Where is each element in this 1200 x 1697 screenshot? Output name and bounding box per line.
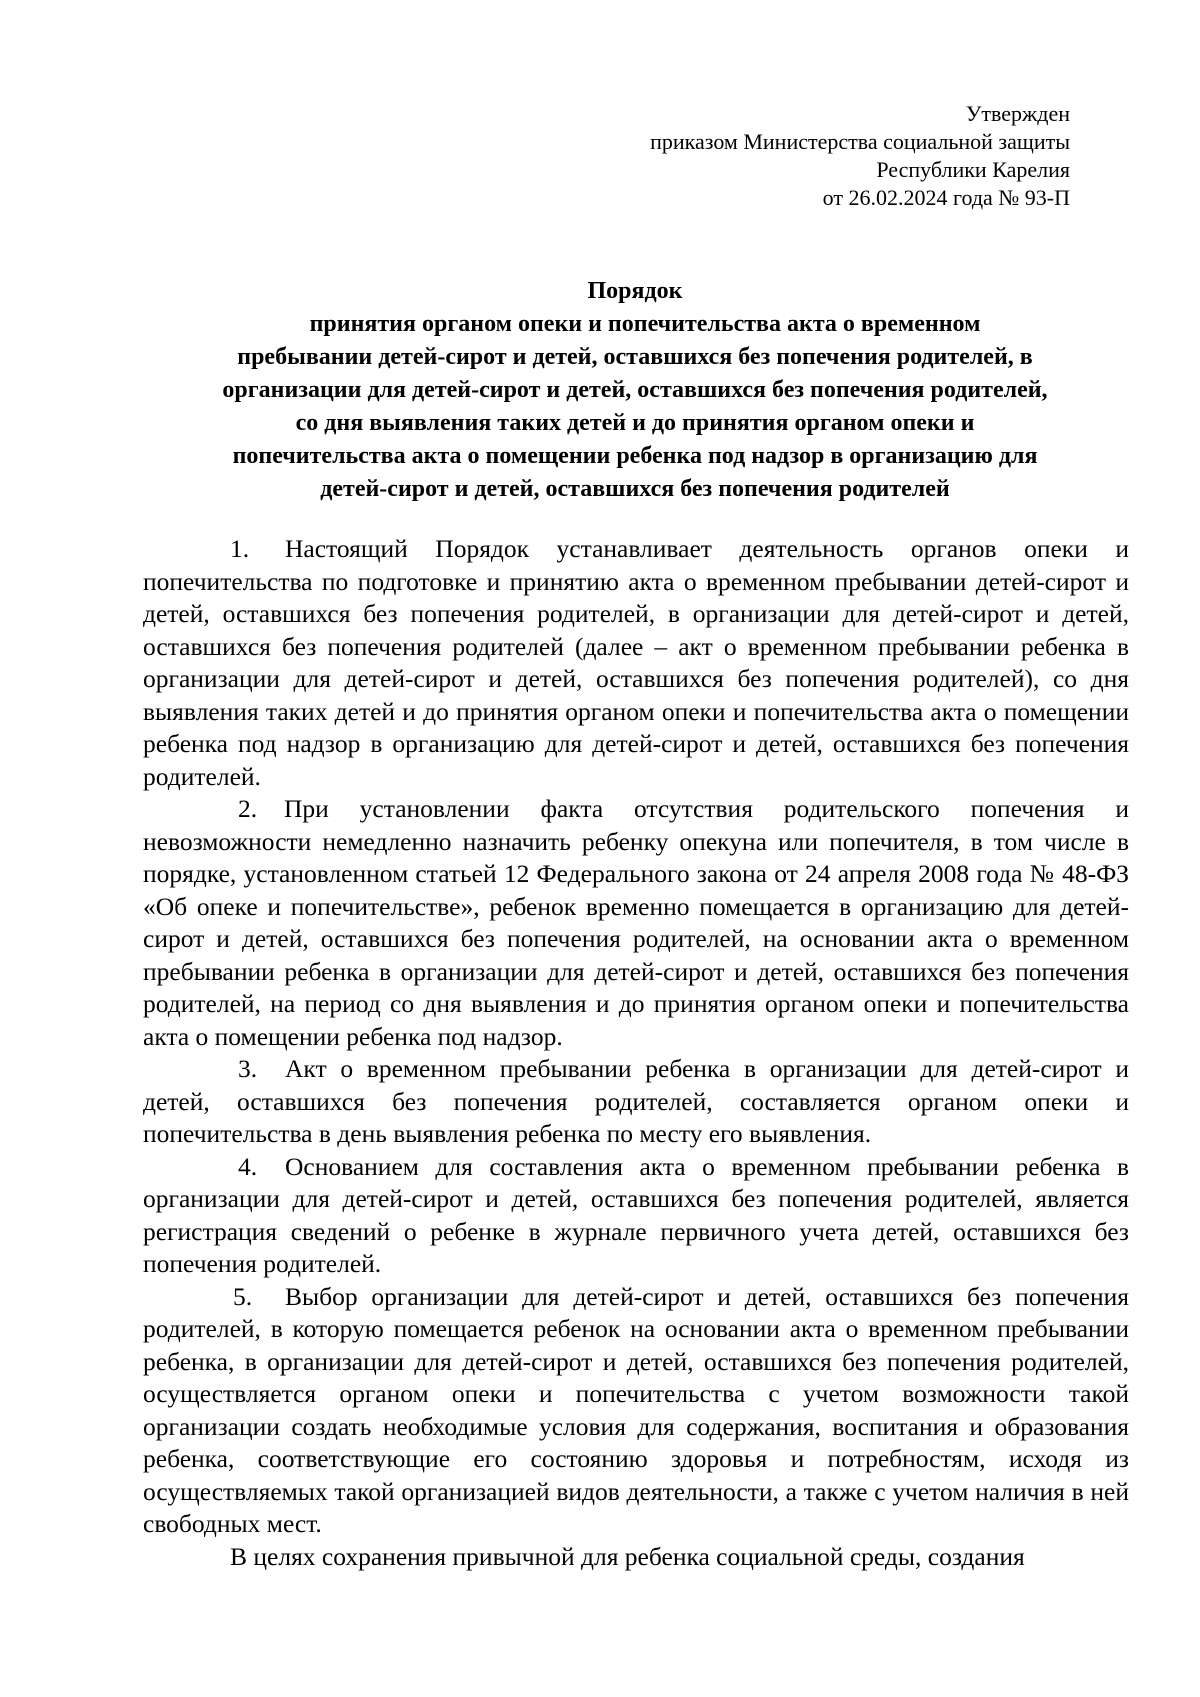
title-line: организации для детей-сирот и детей, оставшихся без попечения родителей, bbox=[222, 377, 1048, 403]
approval-stamp bbox=[650, 100, 1070, 212]
paragraph-1 bbox=[143, 533, 1129, 793]
paragraph-4 bbox=[143, 1151, 1129, 1281]
paragraph-number: 2. bbox=[238, 794, 258, 823]
document-title bbox=[140, 275, 1130, 506]
title-line: со дня выявления таких детей и до принятия органом опеки и bbox=[295, 410, 975, 436]
paragraph-number: 1. bbox=[230, 534, 250, 563]
paragraph-number: 5. bbox=[233, 1281, 253, 1311]
paragraph-number: 4. bbox=[238, 1151, 258, 1181]
title-heading: Порядок bbox=[587, 278, 683, 304]
paragraph-3 bbox=[143, 1053, 1129, 1151]
title-line: детей-сирот и детей, оставшихся без попечения родителей bbox=[320, 476, 950, 502]
paragraph-text: Основанием для составления акта о временном пребывании ребенка в организации для детей-сирот и детей, оставшихся без попечения родителей, является регистрация сведений о ребенке в журнале первичного учета детей, оставшихся без попечения родителей. bbox=[143, 1151, 1129, 1278]
approval-line-4: от 26.02.2024 года № 93-П bbox=[822, 185, 1070, 210]
paragraph-2 bbox=[143, 793, 1129, 1053]
title-line: попечительства акта о помещении ребенка под надзор в организацию для bbox=[232, 443, 1038, 469]
paragraph-text: Настоящий Порядок устанавливает деятельность органов опеки и попечительства по подготовке и принятию акта о временном пребывании детей-сирот и детей, оставшихся без попечения родителей, в организации для детей-сирот и детей, оставшихся без попечения родителей (далее – акт о временном пребывании ребенка в организации для детей-сирот и детей, оставшихся без попечения родителей), со дня выявления таких детей и до принятия органом опеки и попечительства акта о помещении ребенка под надзор в организацию для детей-сирот и детей, оставшихся без попечения родителей. bbox=[143, 534, 1129, 791]
approval-line-1: Утвержден bbox=[965, 101, 1070, 126]
approval-line-2: приказом Министерства социальной защиты bbox=[650, 129, 1070, 154]
document-body bbox=[143, 533, 1129, 1573]
paragraph-text: Акт о временном пребывании ребенка в организации для детей-сирот и детей, оставшихся без попечения родителей, составляется органом опеки и попечительства в день выявления ребенка по месту его выявления. bbox=[143, 1054, 1129, 1148]
paragraph-continuation: В целях сохранения привычной для ребенка социальной среды, создания bbox=[230, 1541, 1025, 1571]
title-line: принятия органом опеки и попечительства акта о временном bbox=[309, 311, 981, 337]
approval-line-3: Республики Карелия bbox=[876, 157, 1070, 182]
paragraph-number: 3. bbox=[238, 1054, 258, 1083]
paragraph-text: Выбор организации для детей-сирот и детей, оставшихся без попечения родителей, в которую помещается ребенок на основании акта о временном пребывании ребенка, в организации для детей-сирот и детей, оставшихся без попечения родителей, осуществляется органом опеки и попечительства с учетом возможности такой организации создать необходимые условия для содержания, воспитания и образования ребенка, соответствующие его состоянию здоровья и потребностям, исходя из осуществляемых такой организацией видов деятельности, а также с учетом наличия в ней свободных мест. bbox=[143, 1281, 1129, 1538]
paragraph-text: При установлении факта отсутствия родительского попечения и невозможности немедленно назначить ребенку опекуна или попечителя, в том числе в порядке, установленном статьей 12 Федерального закона от 24 апреля 2008 года № 48-ФЗ «Об опеке и попечительстве», ребенок временно помещается в организацию для детей-сирот и детей, оставшихся без попечения родителей, на основании акта о временном пребывании ребенка в организации для детей-сирот и детей, оставшихся без попечения родителей, на период со дня выявления и до принятия органом опеки и попечительства акта о помещении ребенка под надзор. bbox=[143, 794, 1129, 1051]
title-line: пребывании детей-сирот и детей, оставшихся без попечения родителей, в bbox=[237, 344, 1033, 370]
paragraph-5 bbox=[143, 1281, 1129, 1541]
